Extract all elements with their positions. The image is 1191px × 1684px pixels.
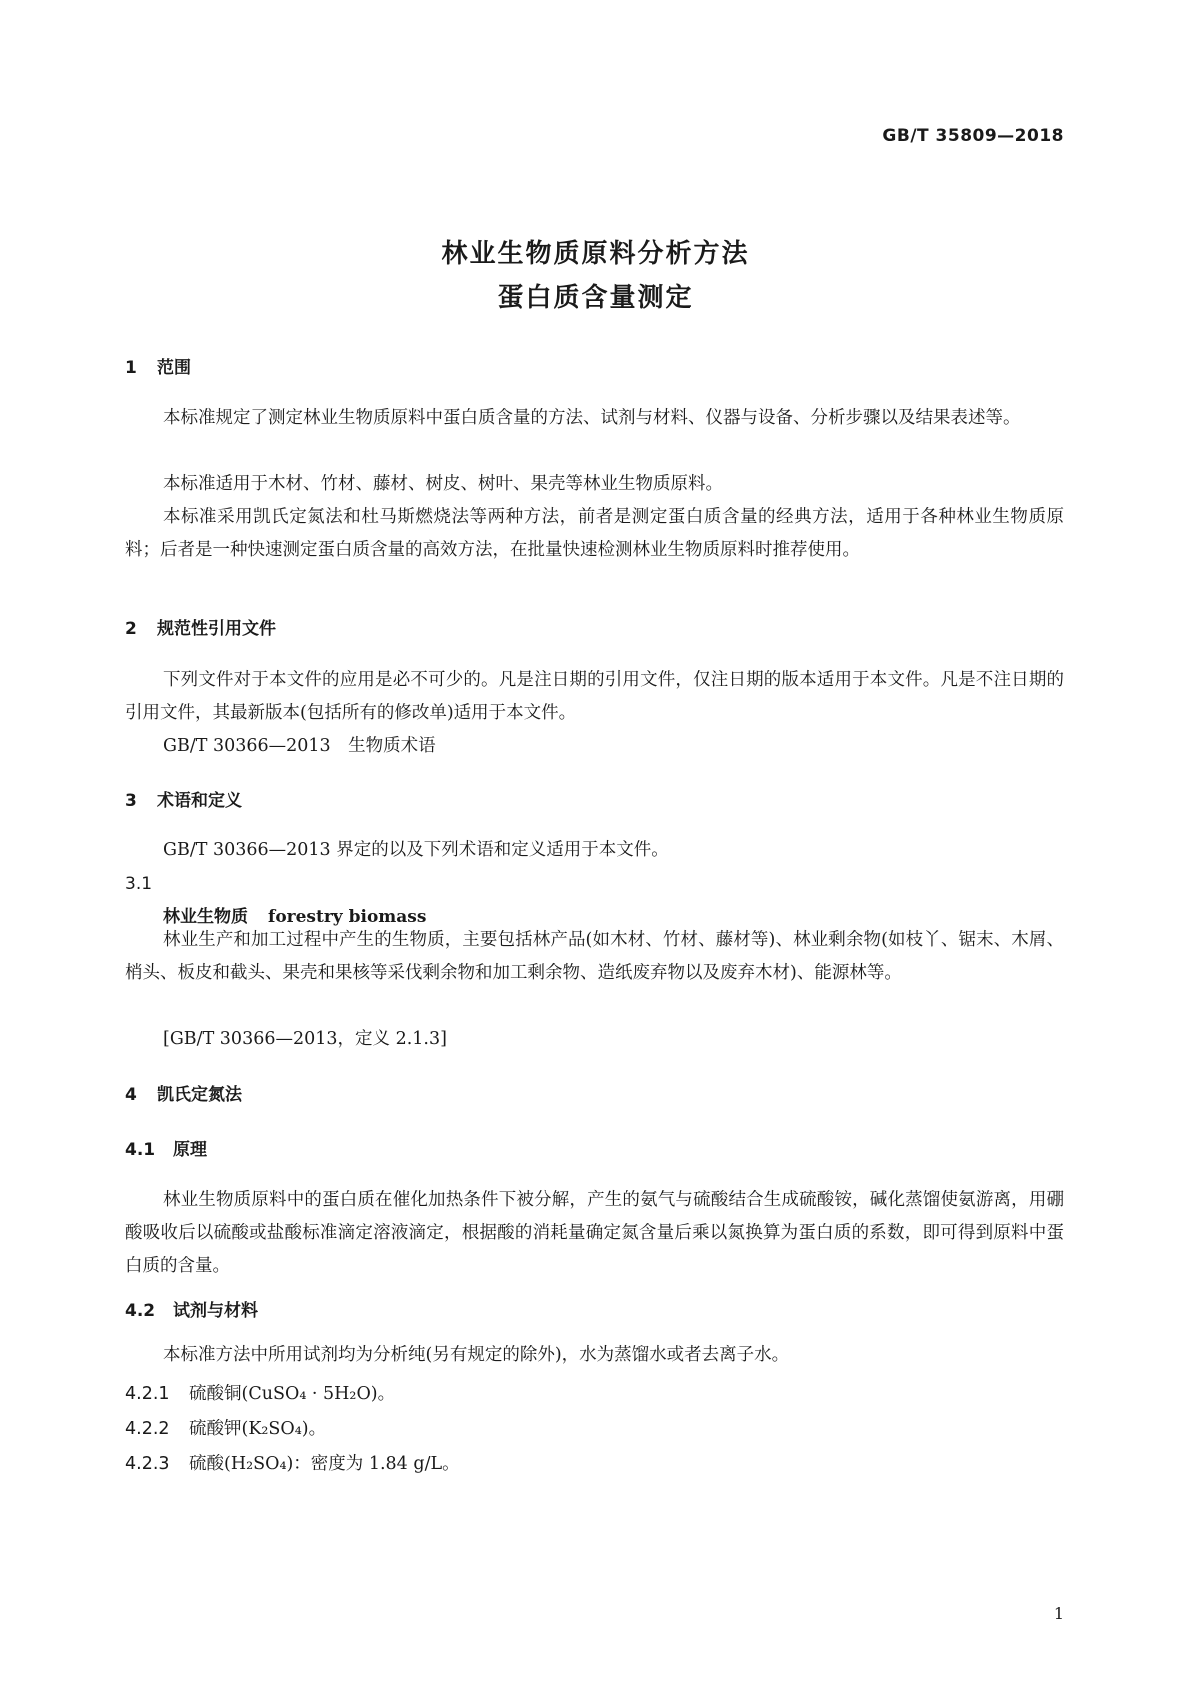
clause-text: 硫酸钾(K₂SO₄)。 (189, 1419, 327, 1439)
section-1-heading (125, 353, 1064, 378)
section-4-heading (125, 1080, 1064, 1105)
clause-4-2-2 (125, 1415, 1064, 1440)
reagents-paragraph: 本标准方法中所用试剂均为分析纯(另有规定的除外)，水为蒸馏水或者去离子水。 (163, 1345, 790, 1365)
clause-text: 硫酸(H₂SO₄)：密度为 1.84 g/L。 (189, 1454, 460, 1474)
sec1-paragraph-3: 本标准采用凯氏定氮法和杜马斯燃烧法等两种方法，前者是测定蛋白质含量的经典方法，适用于各种林业生物质原料；后者是一种快速测定蛋白质含量的高效方法，在批量快速检测林业生物质原料时推荐使用。 (125, 507, 1064, 560)
subsection-4-2-heading (125, 1296, 1064, 1321)
subsection-4-1-heading (125, 1135, 1064, 1160)
clause-number: 4.2.2 (125, 1419, 170, 1439)
page-number: 1 (1053, 1604, 1064, 1623)
section-number: 3 (125, 791, 137, 811)
section-title: 规范性引用文件 (157, 619, 276, 639)
term-english: forestry biomass (268, 907, 427, 927)
sec2-paragraph-1: 下列文件对于本文件的应用是必不可少的。凡是注日期的引用文件，仅注日期的版本适用于本文件。凡是不注日期的引用文件，其最新版本(包括所有的修改单)适用于本文件。 (125, 670, 1064, 723)
section-number: 2 (125, 619, 137, 639)
section-number: 4 (125, 1085, 137, 1105)
subsection-3-1-number: 3.1 (125, 874, 153, 894)
document-title-line2: 蛋白质含量测定 (497, 283, 694, 313)
section-title: 范围 (157, 358, 191, 378)
standard-number: GB/T 35809—2018 (882, 126, 1064, 146)
clause-number: 4.2.1 (125, 1384, 170, 1404)
section-title: 凯氏定氮法 (157, 1085, 242, 1105)
subsection-number: 4.1 (125, 1140, 156, 1160)
normative-reference: GB/T 30366—2013 生物质术语 (163, 736, 436, 756)
sec1-paragraph-1: 本标准规定了测定林业生物质原料中蛋白质含量的方法、试剂与材料、仪器与设备、分析步骤以及结果表述等。 (163, 408, 1021, 428)
subsection-number: 4.2 (125, 1301, 156, 1321)
subsection-title: 原理 (173, 1140, 207, 1160)
subsection-title: 试剂与材料 (173, 1301, 258, 1321)
document-title-line1: 林业生物质原料分析方法 (441, 239, 750, 269)
term-definition: 林业生产和加工过程中产生的生物质，主要包括林产品(如木材、竹材、藤材等)、林业剩余物(如枝丫、锯末、木屑、梢头、板皮和截头、果壳和果核等采伐剩余物和加工剩余物、造纸废弃物以及废弃木材)、能源林等。 (125, 930, 1064, 983)
clause-number: 4.2.3 (125, 1454, 170, 1474)
clause-text: 硫酸铜(CuSO₄ · 5H₂O)。 (189, 1384, 396, 1404)
term-chinese: 林业生物质 (163, 907, 248, 927)
sec3-paragraph-1: GB/T 30366—2013 界定的以及下列术语和定义适用于本文件。 (163, 840, 669, 860)
clause-4-2-3 (125, 1450, 1064, 1475)
clause-4-2-1 (125, 1380, 1064, 1405)
section-2-heading (125, 614, 1064, 639)
section-title: 术语和定义 (157, 791, 242, 811)
section-3-heading (125, 786, 1064, 811)
section-number: 1 (125, 358, 137, 378)
sec1-paragraph-2: 本标准适用于木材、竹材、藤材、树皮、树叶、果壳等林业生物质原料。 (163, 474, 723, 494)
principle-paragraph: 林业生物质原料中的蛋白质在催化加热条件下被分解，产生的氨气与硫酸结合生成硫酸铵，碱化蒸馏使氨游离，用硼酸吸收后以硫酸或盐酸标准滴定溶液滴定，根据酸的消耗量确定氮含量后乘以氮换算为蛋白质的系数，即可得到原料中蛋白质的含量。 (125, 1190, 1064, 1276)
term-source: [GB/T 30366—2013，定义 2.1.3] (163, 1029, 447, 1049)
